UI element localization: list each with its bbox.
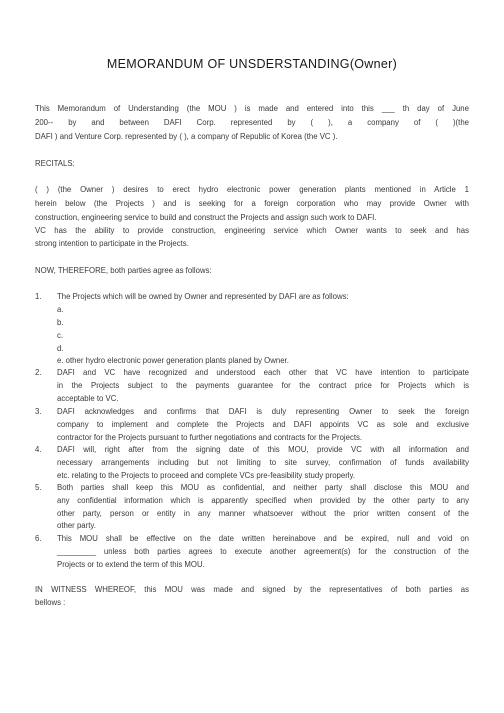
therefore-line: NOW, THEREFORE, both parties agree as follows: — [35, 266, 212, 275]
article-line: DAFI will, right after from the signing date of this MOU, provide VC with all information and — [57, 445, 469, 454]
article-number: 3. — [35, 407, 42, 416]
recital-line: strong intention to participate in the Projects. — [35, 239, 189, 248]
article-subitem: b. — [57, 318, 64, 327]
intro-line: This Memorandum of Understanding (the MOU ) is made and entered into this ___ th day of June — [35, 104, 469, 113]
article-line: This MOU shall be effective on the date written hereinabove and be expired, null and void on — [57, 534, 469, 543]
article-line: Both parties shall keep this MOU as confidential, and neither party shall disclose this MOU and — [57, 483, 469, 492]
article-line: Projects or to extend the term of this MOU. — [57, 560, 205, 569]
recital-line: VC has the ability to provide construction, engineering service which Owner wants to seek and has — [35, 226, 469, 235]
article-line: necessary arrangements including but not limiting to site survey, confirmation of funds availability — [57, 458, 469, 467]
intro-line: 200-- by and between DAFI Corp. represented by ( ), a company of ( )(the — [35, 118, 469, 127]
article-line: any confidential information which is apparently specified when provided by the other party to any — [57, 496, 469, 505]
article-line: etc. relating to the Projects to proceed and complete VCs pre-feasibility study properly. — [57, 471, 356, 480]
article-line: acceptable to VC. — [57, 394, 119, 403]
witness-line: IN WITNESS WHEREOF, this MOU was made and signed by the representatives of both parties as — [35, 585, 469, 594]
article-number: 5. — [35, 483, 42, 492]
article-number: 6. — [35, 534, 42, 543]
witness-line: bellows : — [35, 598, 66, 607]
recital-line: herein below (the Projects ) and is seeking for a foreign corporation who may provide Owner with — [35, 199, 469, 208]
recitals-heading: RECITALS: — [35, 159, 75, 168]
recital-line: ( ) (the Owner ) desires to erect hydro electronic power generation plants mentioned in Article 1 — [35, 185, 469, 194]
article-line: _________ unless both parties agrees to execute another agreement(s) for the construction of the — [57, 547, 469, 556]
article-line: DAFI and VC have recognized and understood each other that VC have intention to participate — [57, 368, 469, 377]
article-line: DAFI acknowledges and confirms that DAFI is duly representing Owner to seek the foreign — [57, 407, 469, 416]
article-subitem: d. — [57, 344, 64, 353]
article-subitem: e. other hydro electronic power generation plants planed by Owner. — [57, 356, 289, 365]
recital-line: construction, engineering service to build and construct the Projects and assign such work to DAFI. — [35, 213, 377, 222]
article-line: other party. — [57, 521, 96, 530]
article-number: 2. — [35, 368, 42, 377]
article-line: other party, person or entity in any manner whatsoever without the prior written consent of the — [57, 509, 469, 518]
article-line: in the Projects subject to the payments guarantee for the contract price for Projects which is — [57, 381, 469, 390]
article-subitem: c. — [57, 331, 64, 340]
article-number: 4. — [35, 445, 42, 454]
article-line: The Projects which will be owned by Owner and represented by DAFI are as follows: — [57, 292, 349, 301]
document-title: MEMORANDUM OF UNSDERSTANDING(Owner) — [106, 57, 398, 71]
intro-line: DAFI ) and Venture Corp. represented by ( ), a company of Republic of Korea (the VC ). — [35, 132, 338, 141]
article-line: contractor for the Projects pursuant to further negotiations and contracts for the Projects. — [57, 433, 363, 442]
article-subitem: a. — [57, 305, 64, 314]
article-number: 1. — [35, 292, 42, 301]
article-line: company to implement and complete the Projects and DAFI appoints VC as sole and exclusive — [57, 420, 469, 429]
